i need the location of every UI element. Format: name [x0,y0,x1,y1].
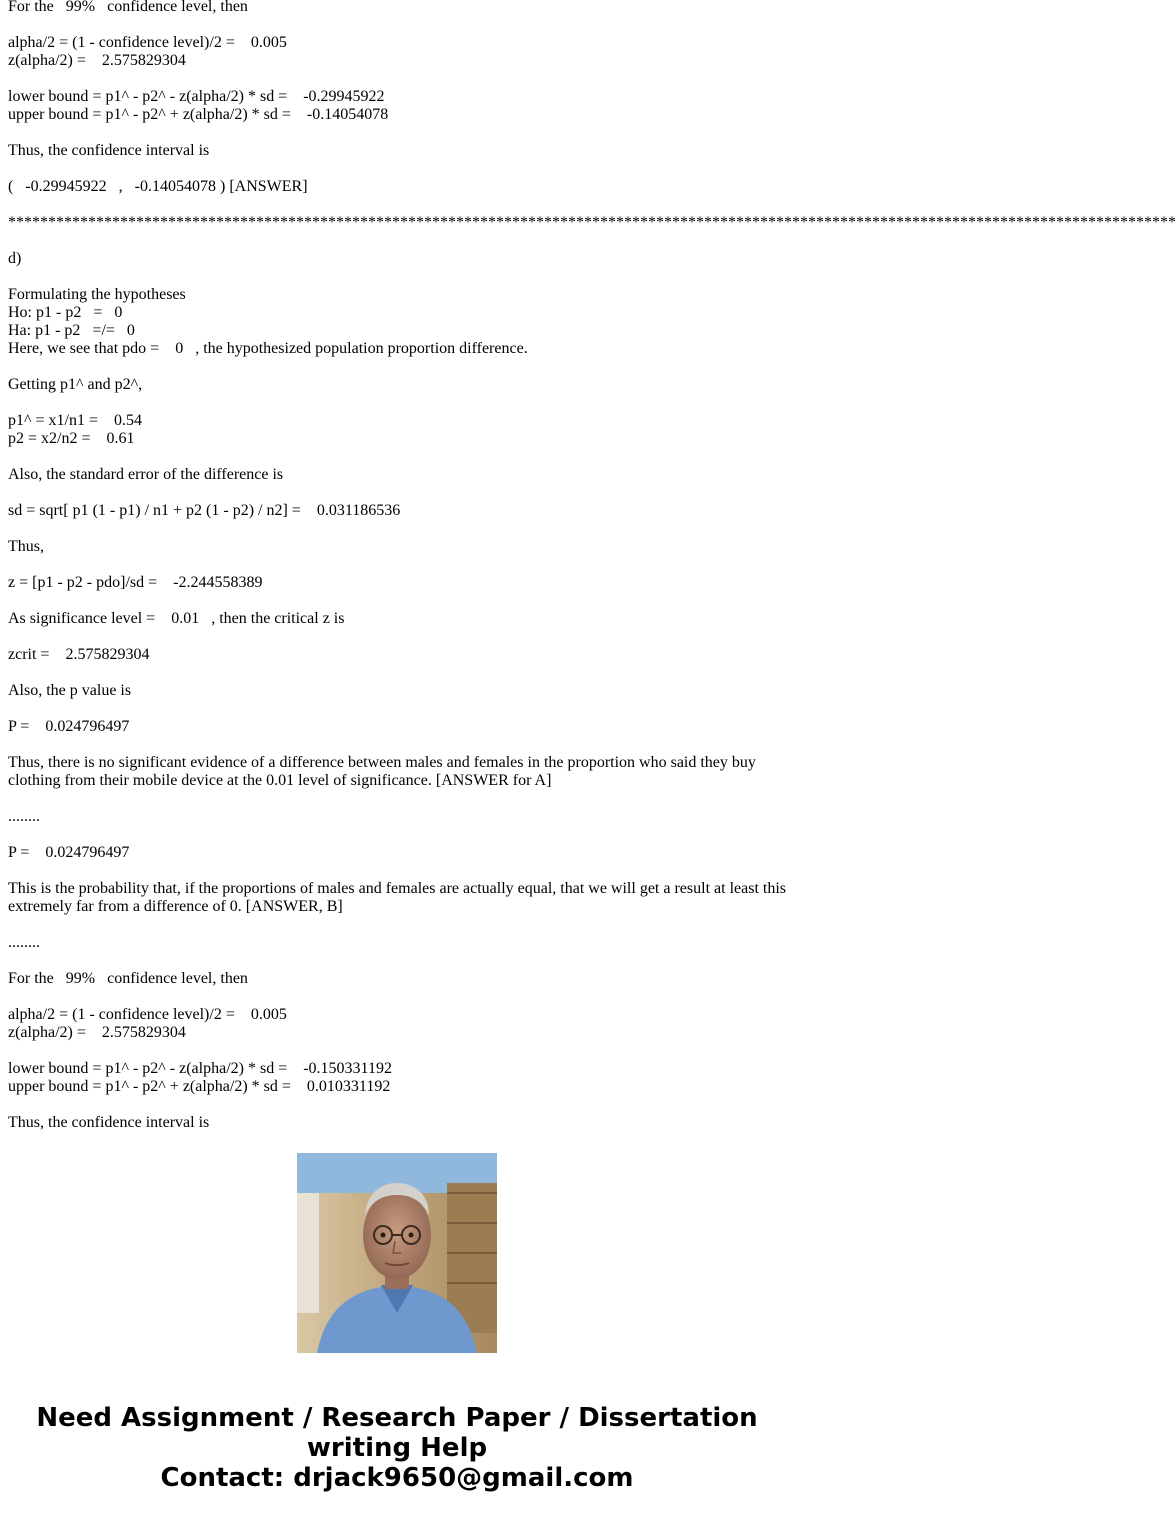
p-value-line: P = 0.024796497 [8,718,130,735]
part-d-label: d) [8,250,22,267]
promo-line-2: writing Help [306,1433,488,1463]
ci-answer-line: ( -0.29945922 , -0.14054078 ) [ANSWER] [8,178,308,195]
pdo-line: Here, we see that pdo = 0 , the hypothesized population proportion difference. [8,340,528,357]
p1-line: p1^ = x1/n1 = 0.54 [8,412,142,429]
promo-line-1: Need Assignment / Research Paper / Dissertation [36,1403,758,1433]
promo-contact: Contact: drjack9650@gmail.com [160,1463,634,1493]
zcrit-line: zcrit = 2.575829304 [8,646,150,663]
solution-document [8,0,1176,1132]
sd-line: sd = sqrt[ p1 (1 - p1) / n1 + p2 (1 - p2) / n2] = 0.031186536 [8,502,401,519]
portrait-image [297,1153,497,1353]
alpha-line-d: alpha/2 = (1 - confidence level)/2 = 0.005 [8,1006,287,1023]
avatar [297,1153,497,1353]
conf-level-line: For the 99% confidence level, then [8,0,248,15]
upper-bound-line-d: upper bound = p1^ - p2^ + z(alpha/2) * sd = 0.010331192 [8,1078,391,1095]
significance-line: As significance level = 0.01 , then the critical z is [8,610,345,627]
dots-divider: ........ [8,808,40,825]
pvalue-heading: Also, the p value is [8,682,132,699]
alt-hypothesis: Ha: p1 - p2 =/= 0 [8,322,135,339]
upper-bound-line: upper bound = p1^ - p2^ + z(alpha/2) * sd = -0.14054078 [8,106,389,123]
explanation-b: This is the probability that, if the proportions of males and females are actually equal, that we will get a result at least this extremely far from a difference of 0. [ANSWER, B] [8,880,786,915]
null-hypothesis: Ho: p1 - p2 = 0 [8,304,123,321]
lower-bound-line-d: lower bound = p1^ - p2^ - z(alpha/2) * sd = -0.150331192 [8,1060,392,1077]
ci-intro-line-d: Thus, the confidence interval is [8,1114,210,1131]
p-value-line-b: P = 0.024796497 [8,844,130,861]
se-heading: Also, the standard error of the difference is [8,466,284,483]
dots-divider-2: ........ [8,934,40,951]
thus-line: Thus, [8,538,44,555]
p2-line: p2 = x2/n2 = 0.61 [8,430,135,447]
promo-banner [0,1403,794,1493]
ci-intro-line: Thus, the confidence interval is [8,142,210,159]
conclusion-a: Thus, there is no significant evidence of a difference between males and females in the proportion who said they buy clothing from their mobile device at the 0.01 level of significance. [ANSWER for A] [8,754,756,789]
z-stat-line: z = [p1 - p2 - pdo]/sd = -2.244558389 [8,574,263,591]
alpha-line: alpha/2 = (1 - confidence level)/2 = 0.005 [8,34,287,51]
z-alpha-line: z(alpha/2) = 2.575829304 [8,52,186,69]
separator-stars: ************************************************************************************************************************************************** [8,214,1176,231]
hypotheses-heading: Formulating the hypotheses [8,286,186,303]
getting-p-line: Getting p1^ and p2^, [8,376,143,393]
conf-level-line-d: For the 99% confidence level, then [8,970,248,987]
z-alpha-line-d: z(alpha/2) = 2.575829304 [8,1024,186,1041]
lower-bound-line: lower bound = p1^ - p2^ - z(alpha/2) * sd = -0.29945922 [8,88,385,105]
